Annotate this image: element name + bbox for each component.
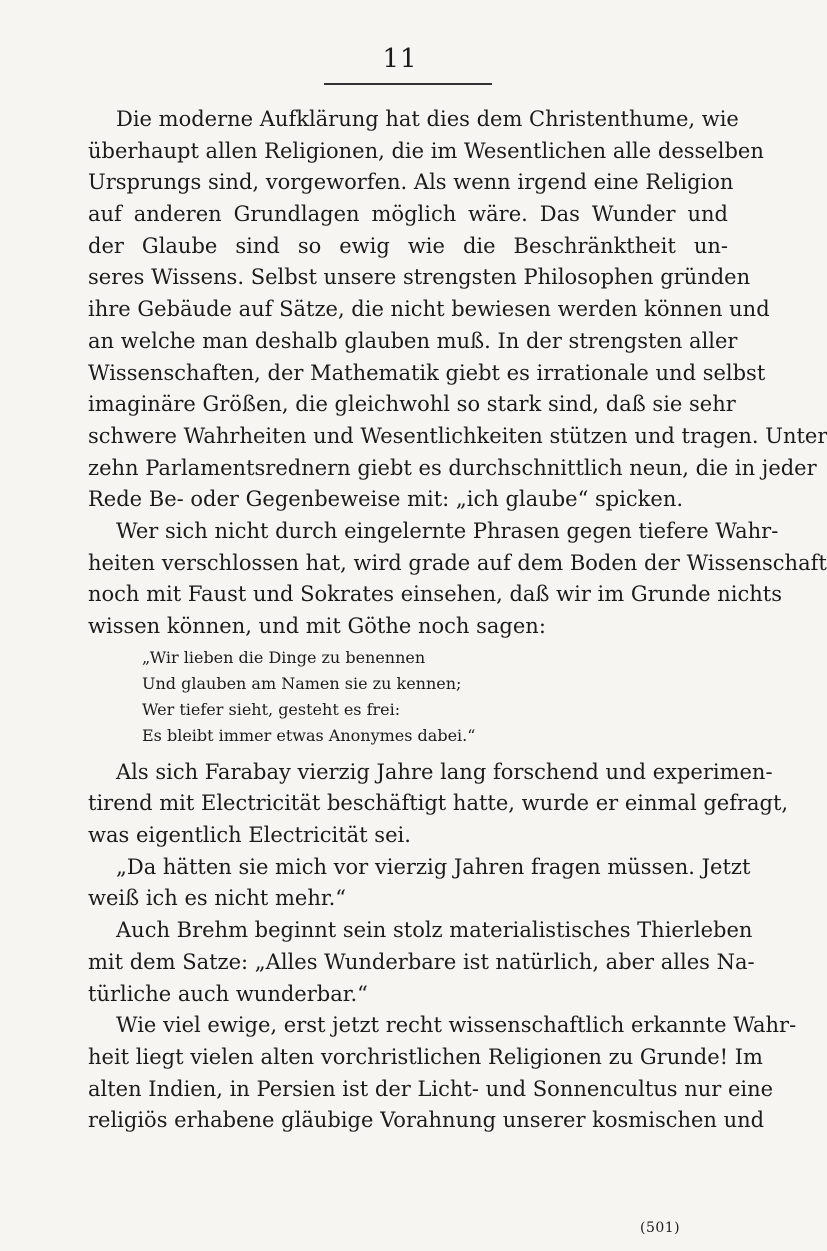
text-line: was eigentlich Electricität sei. (88, 823, 411, 848)
text-line: überhaupt allen Religionen, die im Wesentlichen alle desselben (88, 138, 764, 163)
text-line: Wissenschaften, der Mathematik giebt es irrationale und selbst (88, 360, 766, 385)
paragraph (88, 104, 827, 516)
text-line: heiten verschlossen hat, wird grade auf dem Boden der Wissenschaft (88, 550, 827, 575)
body-text (88, 104, 827, 1137)
quote-line: Wer tiefer sieht, gesteht es frei: (142, 699, 401, 719)
text-line: Rede Be- oder Gegenbeweise mit: „ich glaube“ spicken. (88, 487, 684, 512)
text-line: auf anderen Grundlagen möglich wäre. Das Wunder und (88, 202, 728, 227)
text-line: ihre Gebäude auf Sätze, die nicht bewiesen werden können und (88, 297, 770, 322)
text-line: Ursprungs sind, vorgeworfen. Als wenn irgend eine Religion (88, 170, 734, 195)
text-line: religiös erhabene gläubige Vorahnung unserer kosmischen und (88, 1108, 765, 1133)
text-line: alten Indien, in Persien ist der Licht- und Sonnencultus nur eine (88, 1076, 774, 1101)
text-line: „Da hätten sie mich vor vierzig Jahren fragen müssen. Jetzt (116, 854, 751, 879)
goethe-quote (142, 645, 728, 749)
paragraph (88, 516, 827, 643)
text-line: weiß ich es nicht mehr.“ (88, 886, 347, 911)
text-line: tirend mit Electricität beschäftigt hatte, wurde er einmal gefragt, (88, 791, 789, 816)
text-line: Als sich Farabay vierzig Jahre lang forschend und experimen- (116, 759, 773, 784)
paragraph (88, 915, 755, 1010)
header-rule (324, 83, 492, 85)
page-number: 11 (382, 44, 418, 74)
signature-mark: (501) (640, 1220, 681, 1236)
text-line: imaginäre Größen, die gleichwohl so stark sind, daß sie sehr (88, 392, 736, 417)
text-line: seres Wissens. Selbst unsere strengsten Philosophen gründen (88, 265, 751, 290)
paragraph (88, 852, 751, 915)
text-line: türliche auch wunderbar.“ (88, 981, 368, 1006)
text-line: heit liegt vielen alten vorchristlichen Religionen zu Grunde! Im (88, 1044, 763, 1069)
text-line: an welche man deshalb glauben muß. In der strengsten aller (88, 328, 738, 353)
quote-line: Es bleibt immer etwas Anonymes dabei.“ (142, 725, 476, 745)
paragraph (88, 757, 789, 852)
text-line: Die moderne Aufklärung hat dies dem Christenthume, wie (116, 107, 739, 131)
quote-line: Und glauben am Namen sie zu kennen; (142, 673, 462, 693)
text-line: wissen können, und mit Göthe noch sagen: (88, 614, 546, 638)
quote-line: „Wir lieben die Dinge zu benennen (142, 647, 426, 667)
text-line: mit dem Satze: „Alles Wunderbare ist natürlich, aber alles Na- (88, 949, 755, 974)
text-line: schwere Wahrheiten und Wesentlichkeiten stützen und tragen. Unter (88, 423, 827, 448)
paragraph (88, 1010, 797, 1137)
text-line: der Glaube sind so ewig wie die Beschränktheit un- (88, 233, 728, 258)
text-line: Wie viel ewige, erst jetzt recht wissenschaftlich erkannte Wahr- (116, 1013, 797, 1038)
text-line: noch mit Faust und Sokrates einsehen, daß wir im Grunde nichts (88, 582, 782, 607)
text-line: Wer sich nicht durch eingelernte Phrasen gegen tiefere Wahr- (116, 518, 779, 543)
text-line: zehn Parlamentsrednern giebt es durchschnittlich neun, die in jeder (88, 455, 817, 480)
text-line: Auch Brehm beginnt sein stolz materialistisches Thierleben (116, 918, 753, 943)
